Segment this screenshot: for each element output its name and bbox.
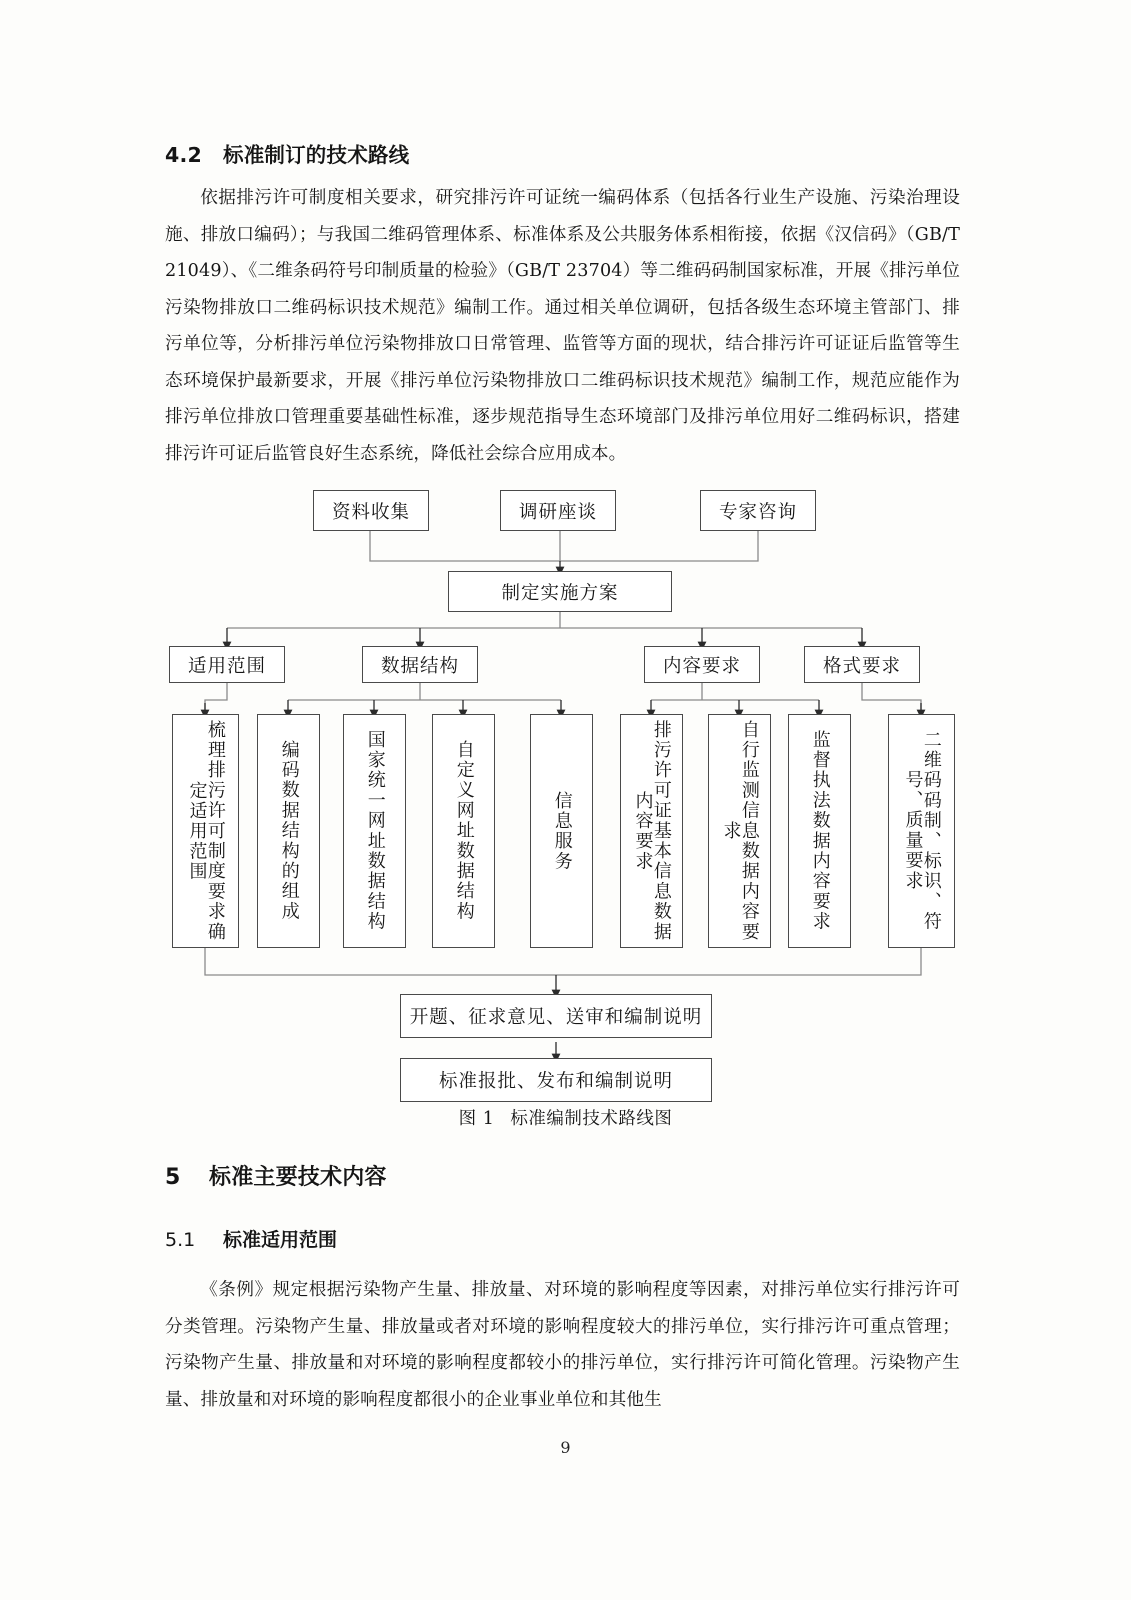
flow-box-approval-publication: 标准报批、发布和编制说明 <box>400 1058 712 1102</box>
flow-vbox-information-service: 信息服务 <box>530 714 593 948</box>
heading-5 <box>165 1160 960 1191</box>
flow-vbox-custom-url-structure: 自定义网址数据结构 <box>432 714 495 948</box>
flow-vbox-code-data-composition: 编码数据结构的组成 <box>257 714 320 948</box>
flow-box-data-collection: 资料收集 <box>313 490 429 531</box>
heading-5-1 <box>165 1225 960 1252</box>
flow-box-scope: 适用范围 <box>169 646 285 683</box>
flow-box-opening-review-drafting: 开题、征求意见、送审和编制说明 <box>400 994 712 1038</box>
flow-vbox-scope-determination: 梳理排污许可制度要求确定适用范围 <box>172 714 239 948</box>
flow-box-expert-consultation: 专家咨询 <box>700 490 816 531</box>
flow-box-content-requirements: 内容要求 <box>644 646 760 683</box>
flow-vbox-self-monitoring-info: 自行监测信息数据内容要求 <box>708 714 771 948</box>
paragraph-5-1: 《条例》规定根据污染物产生量、排放量、对环境的影响程度等因素，对排污单位实行排污许可分类管理。污染物产生量、排放量或者对环境的影响程度较大的排污单位，实行排污许可重点管理；污染物产生量、排放量和对环境的影响程度都较小的排污单位，实行排污许可简化管理。污染物产生量、排放量和对环境的影响程度都很小的企业事业单位和其他生 <box>165 1280 960 1410</box>
heading-5-1-title: 标准适用范围 <box>223 1229 338 1251</box>
flow-box-research-seminar: 调研座谈 <box>500 490 616 531</box>
heading-5-title: 标准主要技术内容 <box>209 1165 387 1190</box>
figure-1-caption <box>0 1105 1131 1130</box>
heading-5-1-number: 5.1 <box>165 1229 196 1251</box>
flow-box-format-requirements: 格式要求 <box>804 646 920 683</box>
heading-4-2-title: 标准制订的技术路线 <box>223 143 410 167</box>
paragraph-4-2: 依据排污许可制度相关要求，研究排污许可证统一编码体系（包括各行业生产设施、污染治理设施、排放口编码）；与我国二维码管理体系、标准体系及公共服务体系相衔接，依据《汉信码》（GB/T 21049）、《二维条码符号印制质量的检验》（GB/T 23704）等二维码码制国家标准，开展《排污单位污染物排放口二维码标识技术规范》编制工作。通过相关单位调研，包括各级生态环境主管部门、排污单位等，分析排污单位污染物排放口日常管理、监管等方面的现状，结合排污许可证证后监管等生态环境保护最新要求，开展《排污单位污染物排放口二维码标识技术规范》编制工作，规范应能作为排污单位排放口管理重要基础性标准，逐步规范指导生态环境部门及排污单位用好二维码标识，搭建排污许可证后监管良好生态系统，降低社会综合应用成本。 <box>165 188 960 464</box>
heading-4-2-number: 4.2 <box>165 143 202 167</box>
flow-box-data-structure: 数据结构 <box>362 646 478 683</box>
heading-4-2 <box>165 138 960 168</box>
heading-5-number: 5 <box>165 1165 181 1190</box>
flow-vbox-qrcode-symbology: 二维码码制、标识、符号、质量要求 <box>888 714 955 948</box>
flow-vbox-permit-basic-info: 排污许可证基本信息数据内容要求 <box>620 714 683 948</box>
figure-caption-text: 标准编制技术路线图 <box>510 1109 673 1129</box>
flow-vbox-national-url-structure: 国家统一网址数据结构 <box>343 714 406 948</box>
flow-vbox-supervision-enforcement: 监督执法数据内容要求 <box>788 714 851 948</box>
figure-caption-label: 图 1 <box>458 1109 495 1129</box>
flow-box-implementation-plan: 制定实施方案 <box>448 571 672 612</box>
page-number: 9 <box>560 1438 571 1457</box>
